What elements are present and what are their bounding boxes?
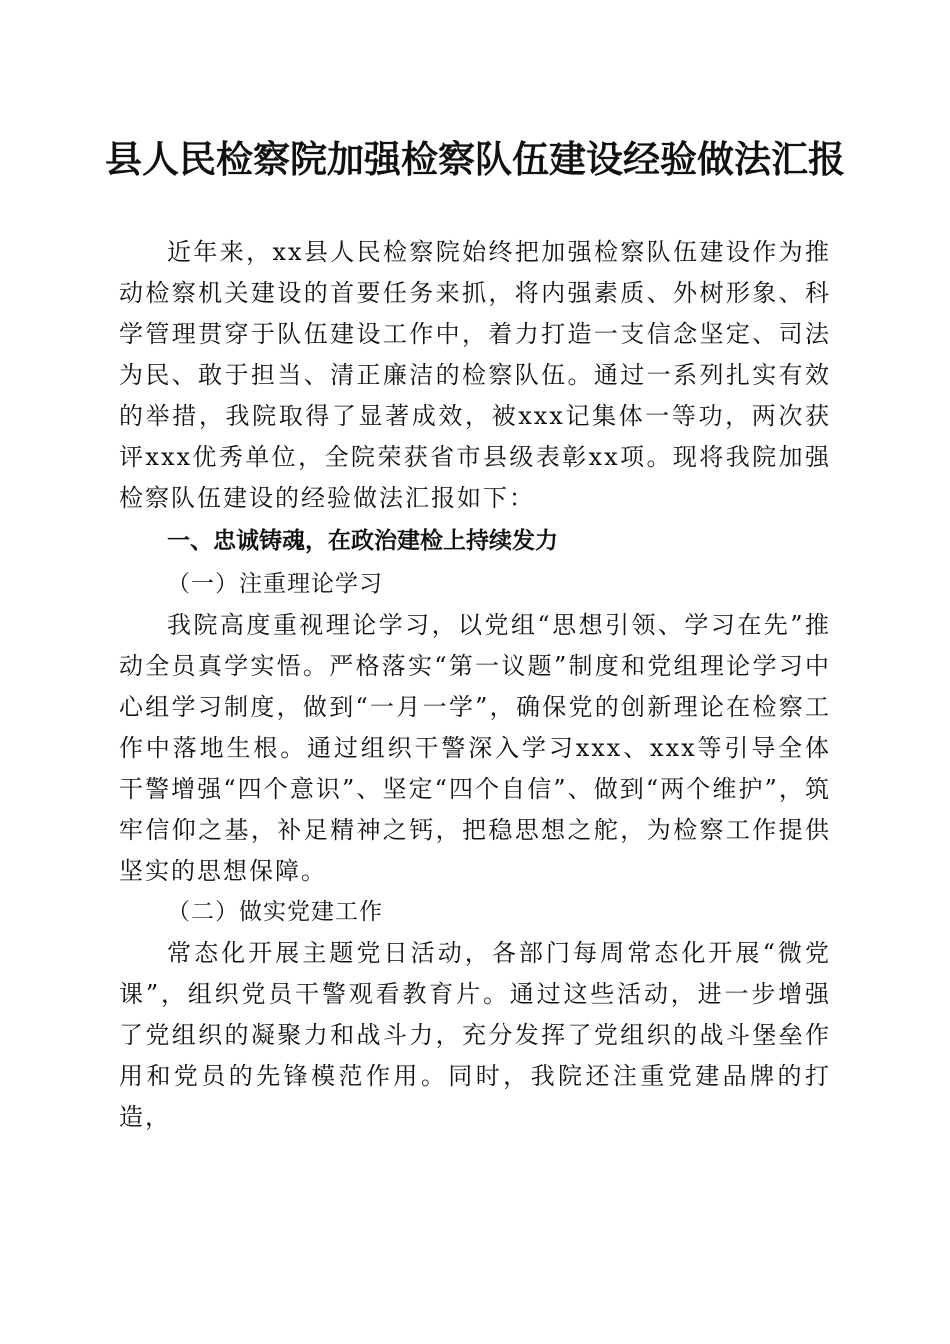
subsection-2-heading: （二）做实党建工作 bbox=[167, 899, 383, 925]
subsection-1-heading: （一）注重理论学习 bbox=[167, 571, 383, 597]
subsection-2-paragraph: 常态化开展主题党日活动，各部门每周常态化开展“微党课”，组织党员干警观看教育片。通过这些活动，进一步增强了党组织的凝聚力和战斗力，充分发挥了党组织的战斗堡垒作用和党员的先锋模范作用。同时，我院还注重党建品牌的打造， bbox=[119, 939, 831, 1131]
section-1-heading: 一、忠诚铸魂，在政治建检上持续发力 bbox=[167, 528, 558, 554]
intro-paragraph: 近年来，xx县人民检察院始终把加强检察队伍建设作为推动检察机关建设的首要任务来抓，将内强素质、外树形象、科学管理贯穿于队伍建设工作中，着力打造一支信念坚定、司法为民、敢于担当、清正廉洁的检察队伍。通过一系列扎实有效的举措，我院取得了显著成效，被xxx记集体一等功，两次获评xxx优秀单位，全院荣获省市县级表彰xx项。现将我院加强检察队伍建设的经验做法汇报如下： bbox=[119, 238, 831, 512]
document-body bbox=[119, 232, 831, 1138]
document-title: 县人民检察院加强检察队伍建设经验做法汇报 bbox=[105, 138, 845, 181]
subsection-1-paragraph: 我院高度重视理论学习，以党组“思想引领、学习在先”推动全员真学实悟。严格落实“第一议题”制度和党组理论学习中心组学习制度，做到“一月一学”，确保党的创新理论在检察工作中落地生根。通过组织干警深入学习xxx、xxx等引导全体干警增强“四个意识”、坚定“四个自信”、做到“两个维护”，筑牢信仰之基，补足精神之钙，把稳思想之舵，为检察工作提供坚实的思想保障。 bbox=[119, 611, 831, 885]
